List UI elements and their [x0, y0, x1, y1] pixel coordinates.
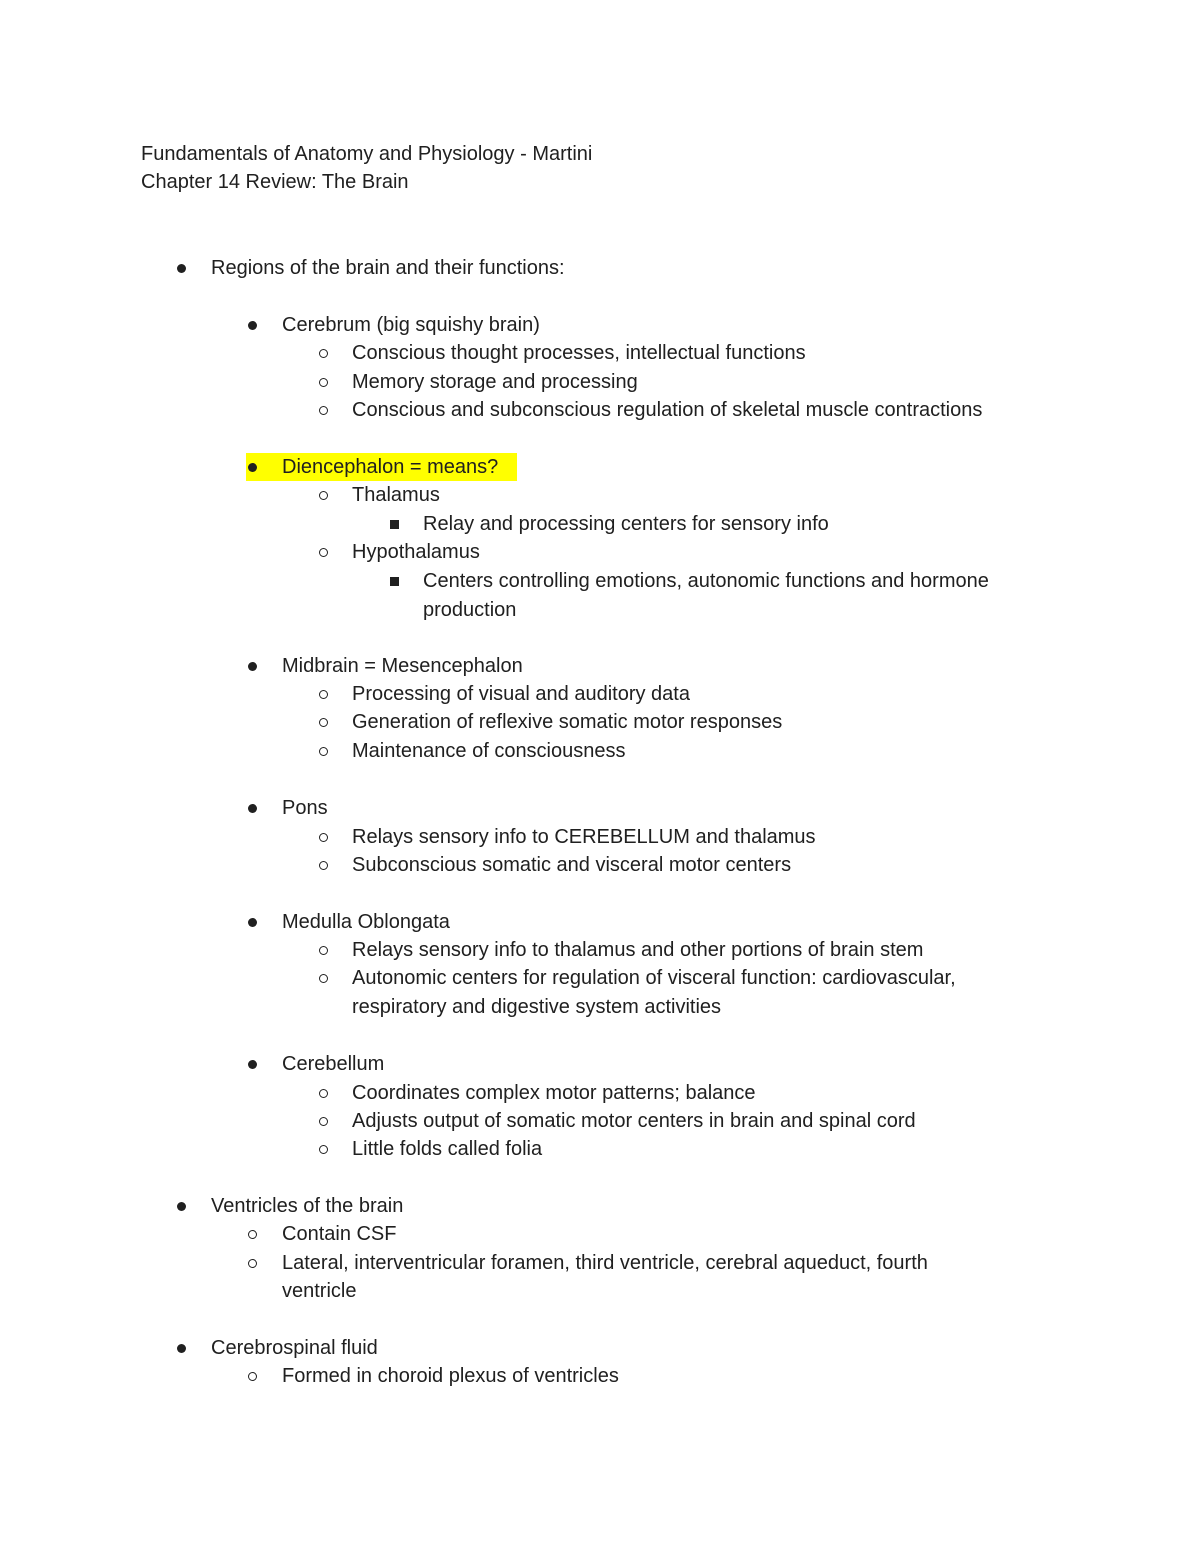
list-item: Relays sensory info to CEREBELLUM and thalamus — [352, 826, 816, 848]
medulla-label: Medulla Oblongata — [282, 911, 450, 933]
bullet-ring — [319, 851, 328, 879]
bullet-ring — [319, 737, 328, 765]
bullet-dot — [248, 652, 257, 680]
list-item: Maintenance of consciousness — [352, 740, 626, 762]
list-item-continued: production — [423, 599, 517, 621]
thalamus-label: Thalamus — [352, 484, 440, 506]
bullet-ring — [319, 396, 328, 424]
section-regions-label: Regions of the brain and their functions: — [211, 257, 565, 279]
list-item-continued: ventricle — [282, 1280, 357, 1302]
list-item: Subconscious somatic and visceral motor centers — [352, 854, 792, 876]
list-item: Coordinates complex motor patterns; balance — [352, 1082, 756, 1104]
bullet-ring — [319, 1135, 328, 1163]
section-csf-label: Cerebrospinal fluid — [211, 1337, 378, 1359]
list-item: Memory storage and processing — [352, 371, 638, 393]
cerebellum-label: Cerebellum — [282, 1053, 385, 1075]
bullet-dot — [248, 311, 257, 339]
bullet-dot — [248, 1050, 257, 1078]
bullet-ring — [319, 481, 328, 509]
list-item: Contain CSF — [282, 1223, 397, 1245]
pons-label: Pons — [282, 797, 328, 819]
bullet-dot — [177, 254, 186, 282]
bullet-ring — [319, 823, 328, 851]
list-item: Conscious thought processes, intellectual functions — [352, 342, 806, 364]
document-subtitle: Chapter 14 Review: The Brain — [141, 171, 409, 193]
cerebrum-label: Cerebrum (big squishy brain) — [282, 314, 540, 336]
bullet-dot — [248, 908, 257, 936]
bullet-ring — [319, 368, 328, 396]
bullet-square — [390, 567, 399, 595]
bullet-square — [390, 510, 399, 538]
list-item: Generation of reflexive somatic motor responses — [352, 711, 783, 733]
bullet-dot — [248, 453, 257, 481]
bullet-ring — [319, 680, 328, 708]
bullet-ring — [319, 538, 328, 566]
list-item: Lateral, interventricular foramen, third ventricle, cerebral aqueduct, fourth — [282, 1252, 928, 1274]
list-item: Processing of visual and auditory data — [352, 683, 690, 705]
bullet-ring — [319, 1107, 328, 1135]
list-item: Formed in choroid plexus of ventricles — [282, 1365, 619, 1387]
list-item: Conscious and subconscious regulation of skeletal muscle contractions — [352, 399, 983, 421]
bullet-ring — [248, 1220, 257, 1248]
bullet-ring — [319, 936, 328, 964]
bullet-ring — [248, 1249, 257, 1277]
list-item: Relays sensory info to thalamus and other portions of brain stem — [352, 939, 924, 961]
bullet-ring — [319, 1079, 328, 1107]
bullet-ring — [319, 708, 328, 736]
bullet-ring — [319, 964, 328, 992]
list-item: Autonomic centers for regulation of visceral function: cardiovascular, — [352, 967, 956, 989]
bullet-dot — [177, 1192, 186, 1220]
list-item: Little folds called folia — [352, 1138, 543, 1160]
bullet-ring — [248, 1362, 257, 1390]
list-item: Centers controlling emotions, autonomic functions and hormone — [423, 570, 989, 592]
list-item: Adjusts output of somatic motor centers in brain and spinal cord — [352, 1110, 916, 1132]
bullet-ring — [319, 339, 328, 367]
bullet-dot — [248, 794, 257, 822]
list-item: Relay and processing centers for sensory info — [423, 513, 829, 535]
midbrain-label: Midbrain = Mesencephalon — [282, 655, 523, 677]
diencephalon-label: Diencephalon = means? — [282, 456, 499, 478]
document-title: Fundamentals of Anatomy and Physiology - Martini — [141, 143, 593, 165]
section-ventricles-label: Ventricles of the brain — [211, 1195, 404, 1217]
list-item-continued: respiratory and digestive system activities — [352, 996, 722, 1018]
hypothalamus-label: Hypothalamus — [352, 541, 480, 563]
bullet-dot — [177, 1334, 186, 1362]
